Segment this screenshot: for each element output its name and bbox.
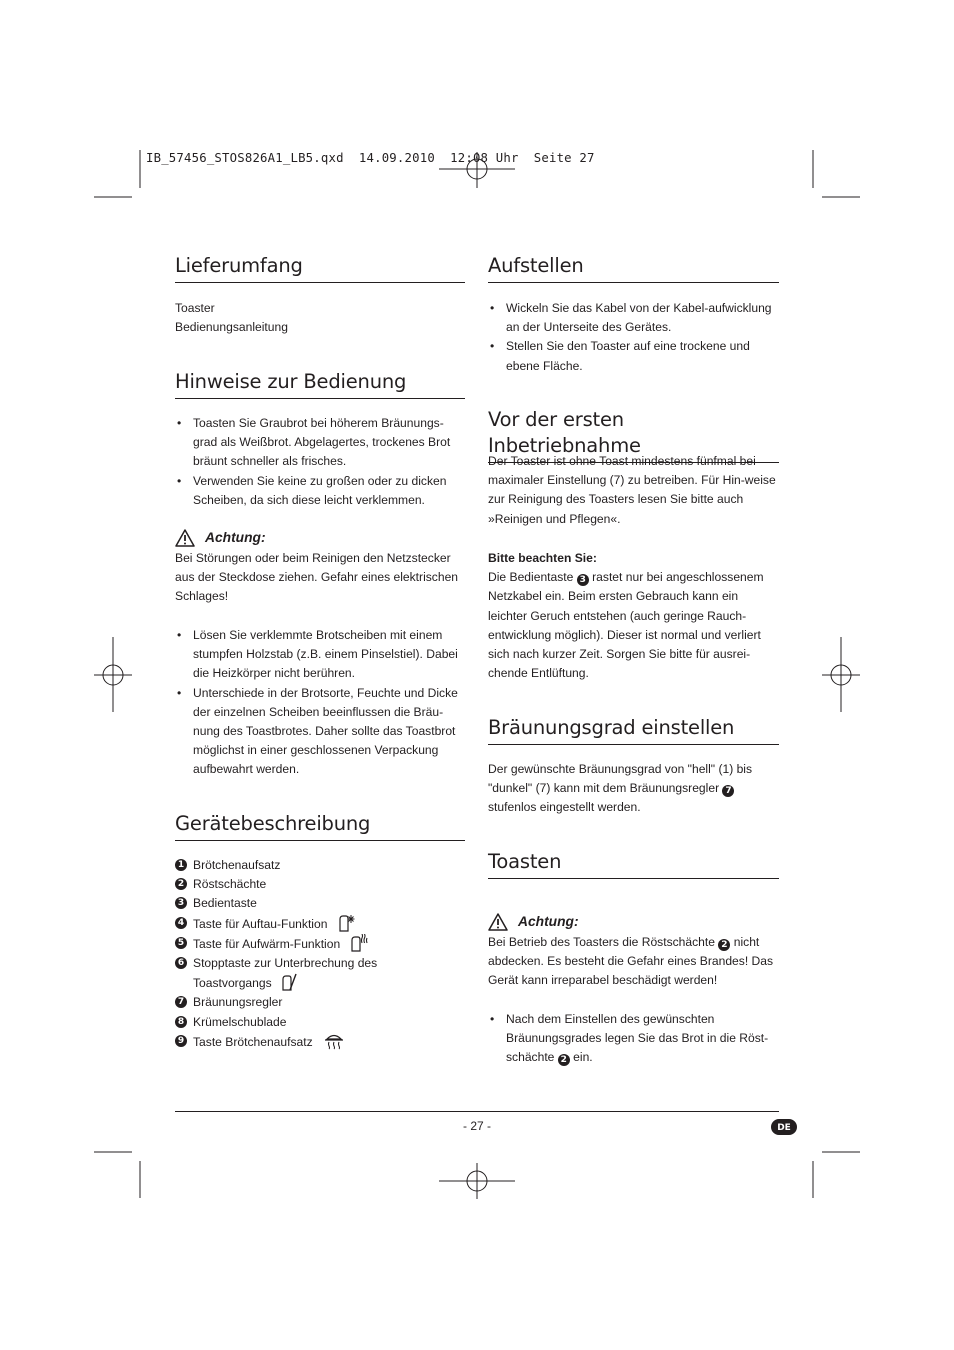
list-item: • Lösen Sie verklemmte Brotscheiben mit einem stumpfen Holzstab (z.B. einem Pinselstiel). Dabei die Heizkörper nicht berühren. [175,626,465,684]
list-item: • Stellen Sie den Toaster auf eine trockene und ebene Fläche. [488,337,779,375]
note-block [488,549,779,683]
part-label: Brötchenaufsatz [193,858,281,872]
part-row [175,1032,465,1052]
ref-number: 3 [577,574,589,586]
part-label: Taste Brötchenaufsatz [193,1034,313,1049]
language-badge: DE [771,1119,797,1135]
part-row [175,954,465,993]
heading-inbetriebnahme: Vor der ersten Inbetriebnahme [488,407,779,463]
part-number-5: 5 [175,937,187,949]
part-row [175,875,465,894]
part-number-4: 4 [175,917,187,929]
part-row [175,1013,465,1032]
file-slug: IB_57456_STOS826A1_LB5.qxd 14.09.2010 12:08 Uhr Seite 27 [146,151,595,165]
bullet-text-start: Nach dem Einstellen des gewünschten Bräunungsgrades legen Sie das Brot in die Röst-schächte [506,1012,769,1065]
braeunung-text-start: Der gewünschte Bräunungsgrad von "hell" (1) bis "dunkel" (7) kann mit dem Bräunungsregler [488,762,753,796]
bun-warmer-icon [324,1032,344,1050]
hinweise-bullets-2 [175,626,465,780]
ref-number: 2 [718,939,730,951]
hinweise-bullets-1 [175,414,465,510]
part-label: Taste für Auftau-Funktion [193,916,328,931]
heading-aufstellen: Aufstellen [488,253,779,283]
defrost-icon [337,914,355,932]
warning-heading [488,912,779,932]
stop-icon [281,973,299,991]
part-row [175,993,465,1012]
warning-text: Bei Störungen oder beim Reinigen den Netzstecker aus der Steckdose ziehen. Gefahr eines elektrischen Schlages! [175,551,459,604]
toasten-bullets [488,1010,779,1068]
part-label-continued: Toastvorgangs [193,976,272,991]
heading-braeunungsgrad: Bräunungsgrad einstellen [488,715,779,745]
part-label: Bräunungsregler [193,995,283,1010]
part-number-8: 8 [175,1016,187,1028]
list-item: • Verwenden Sie keine zu großen oder zu dicken Scheiben, da sich diese leicht verklemmen. [175,472,465,510]
part-label: Stopptaste zur Unterbrechung des [193,956,378,971]
aufstellen-bullets [488,299,779,376]
lieferumfang-list [175,299,465,337]
heading-lieferumfang: Lieferumfang [175,253,465,283]
braeunung-text [488,760,779,818]
warning-text-end: nicht abdecken. Es besteht die Gefahr eines Brandes! Das Gerät kann irreparabel beschädigt werden! [488,935,774,988]
ref-number: 2 [558,1054,570,1066]
part-number-3: 3 [175,897,187,909]
heading-hinweise: Hinweise zur Bedienung [175,369,465,399]
part-label: Taste für Aufwärm-Funktion [193,936,341,951]
part-row [175,856,465,875]
heading-geraetebeschreibung: Gerätebeschreibung [175,811,465,841]
part-number-9: 9 [175,1035,187,1047]
inbetriebnahme-text: Der Toaster ist ohne Toast mindestens fünfmal bei maximaler Einstellung (7) zu betreiben. Für Hin-weise zur Reinigung des Toasters lesen Sie bitte auch »Reinigen und Pflegen«. [488,454,776,526]
list-item: • Toasten Sie Graubrot bei höherem Bräunungs-grad als Weißbrot. Abgelagertes, trockenes Brot bräunt schneller als frisches. [175,414,465,472]
part-label: Bedientaste [193,896,257,911]
part-number-1: 1 [175,859,187,871]
warning-triangle-icon [175,529,195,547]
toasten-warning-text [488,933,779,991]
part-number-6: 6 [175,957,187,969]
note-text-end: rastet nur bei angeschlossenem Netzkabel ein. Beim ersten Gebrauch kann ein leichter Geruch entstehen (auch geringe Rauch-entwicklung möglich). Dieser ist normal und verliert sich nach kurzer Zeit. Sorgen Sie bitte für ausrei-chende Entlüftung. [488,570,764,681]
list-item [488,1010,779,1068]
part-number-2: 2 [175,878,187,890]
bullet-text-end: ein. [573,1050,593,1065]
reheat-icon [350,934,368,952]
part-row [175,934,465,954]
note-text-start: Die Bedientaste [488,570,574,585]
page-number: - 27 - [462,1119,491,1133]
heading-toasten: Toasten [488,849,779,879]
warning-label: Achtung: [205,530,266,545]
warning-label: Achtung: [518,914,579,929]
parts-list [175,856,465,1052]
part-number-7: 7 [175,996,187,1008]
part-row [175,914,465,934]
list-item: • Unterschiede in der Brotsorte, Feuchte und Dicke der einzelnen Scheiben beeinflussen die Bräu-nung des Toastbrotes. Daher sollte das Toastbrot möglichst in einer geschlossenen Verpackung aufbewahrt werden. [175,684,465,780]
part-label: Krümelschublade [193,1014,287,1029]
part-label: Röstschächte [193,877,267,892]
footer-rule [175,1111,779,1112]
ref-number: 7 [722,785,734,797]
part-row [175,894,465,913]
warning-heading [175,528,465,548]
warning-triangle-icon [488,913,508,931]
list-item: • Wickeln Sie das Kabel von der Kabel-aufwicklung an der Unterseite des Gerätes. [488,299,779,337]
braeunung-text-end: stufenlos eingestellt werden. [488,800,641,815]
lieferumfang-item: Toaster [175,301,215,315]
note-label: Bitte beachten Sie: [488,551,597,565]
lieferumfang-item: Bedienungsanleitung [175,320,288,335]
warning-text-start: Bei Betrieb des Toasters die Röstschächte [488,935,715,949]
note-text [488,568,779,683]
